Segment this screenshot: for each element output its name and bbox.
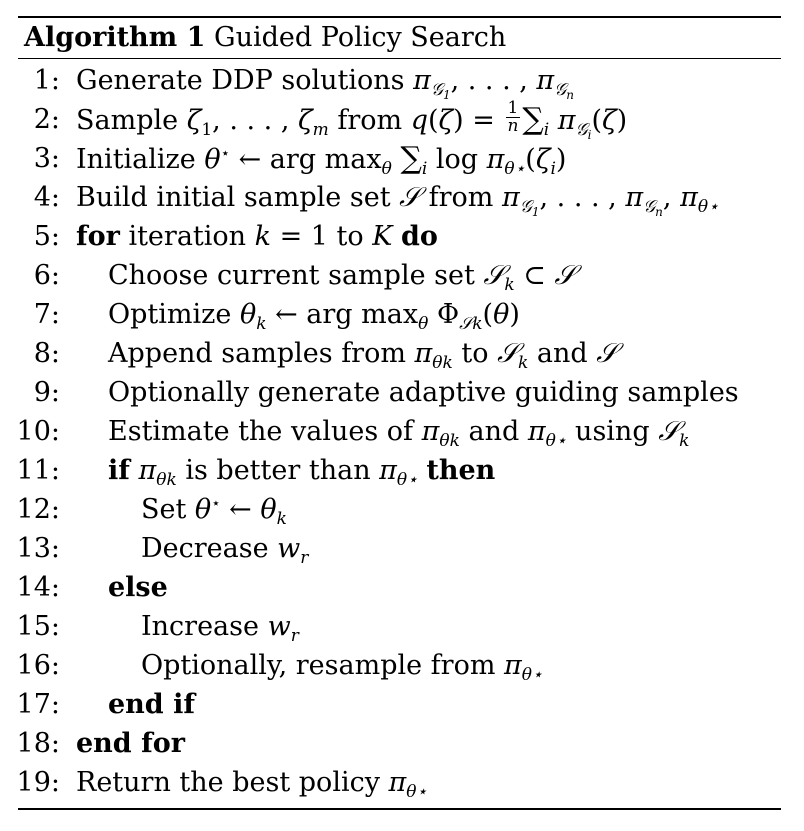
math-token: ζ	[297, 105, 313, 136]
algorithm-line	[0, 609, 804, 648]
math-token: k	[276, 509, 287, 529]
math-token: Φ	[428, 299, 460, 330]
math-token: k	[256, 314, 267, 334]
line-text	[108, 414, 689, 450]
math-token: π	[414, 338, 433, 369]
line-number: 7:	[33, 299, 60, 330]
math-token: $\frac{1}{n}$	[507, 98, 519, 136]
math-token: is better than	[176, 455, 380, 486]
math-token: ⋆	[220, 144, 230, 162]
caption-rule	[18, 58, 781, 59]
line-text	[76, 765, 427, 801]
line-number: 19:	[16, 767, 60, 798]
algorithm-line	[0, 765, 804, 804]
math-token: iteration	[119, 221, 255, 252]
line-text	[141, 648, 543, 684]
line-number: 1:	[33, 65, 60, 96]
math-token: π	[486, 144, 505, 175]
math-token: to	[452, 338, 498, 369]
line-text	[108, 336, 617, 372]
line-number: 11:	[16, 455, 60, 486]
math-token: end if	[108, 689, 195, 720]
math-token: (	[525, 144, 536, 175]
math-token: w	[277, 533, 301, 564]
line-number: 18:	[16, 728, 60, 759]
math-token: π	[413, 65, 431, 96]
math-token: and	[528, 338, 597, 369]
math-token: θ⋆	[504, 159, 526, 179]
algorithm-line	[0, 726, 804, 765]
line-text	[76, 98, 628, 142]
line-text	[141, 609, 299, 645]
math-token: from	[420, 182, 502, 213]
algorithm-line	[0, 648, 804, 687]
line-text	[141, 531, 308, 567]
math-token: π	[680, 182, 698, 213]
math-token: end for	[76, 728, 185, 759]
math-token: π	[557, 105, 576, 136]
math-token: Optimize	[108, 299, 240, 330]
math-token: ) =	[453, 105, 504, 136]
math-token: , . . . ,	[212, 105, 298, 136]
math-token: (	[482, 299, 494, 330]
math-token: i	[421, 159, 428, 179]
math-token: θ	[204, 144, 221, 175]
line-text	[108, 453, 495, 489]
algorithm-line	[0, 297, 804, 336]
math-token: Estimate the values of	[108, 416, 422, 447]
math-token: Decrease	[141, 533, 278, 564]
math-token: π	[388, 767, 407, 798]
math-token: ← arg max	[230, 144, 382, 175]
line-text	[141, 492, 287, 528]
math-token: ← arg max	[266, 299, 419, 330]
math-token: π	[527, 416, 546, 447]
algorithm-body	[0, 63, 804, 804]
math-token: θk	[439, 431, 460, 451]
math-token: θ	[493, 299, 510, 330]
math-token: θ⋆	[521, 665, 543, 685]
math-token: i	[550, 159, 556, 179]
math-token: Append samples from	[108, 338, 415, 369]
line-number: 10:	[16, 416, 60, 447]
math-token: 𝒢n	[643, 197, 663, 219]
math-token: θ	[239, 299, 257, 330]
bottom-rule	[18, 808, 781, 810]
math-token: Return the best policy	[76, 767, 389, 798]
math-token: (	[591, 105, 603, 136]
line-text	[76, 219, 438, 255]
math-token: Increase	[141, 611, 268, 642]
math-token: ∑	[400, 141, 422, 176]
line-number: 2:	[33, 104, 60, 135]
math-token: ,	[662, 182, 681, 213]
math-token: m	[312, 120, 329, 140]
math-token: θ	[381, 159, 392, 179]
algorithm-line	[0, 570, 804, 609]
math-token: ∑	[522, 102, 544, 137]
math-token: Initialize	[76, 144, 205, 175]
math-token: Choose current sample set	[108, 260, 484, 291]
line-number: 3:	[33, 143, 60, 174]
math-token: k	[679, 431, 690, 451]
line-text	[108, 297, 520, 333]
math-token: )	[555, 144, 567, 175]
line-number: 15:	[16, 611, 60, 642]
math-token: i	[543, 120, 550, 140]
line-text	[76, 180, 719, 219]
math-token: 𝒢1	[430, 80, 451, 102]
line-text	[108, 375, 739, 411]
math-token: log	[427, 144, 487, 175]
algorithm-label: Algorithm 1	[24, 22, 206, 53]
math-token: π	[421, 416, 440, 447]
math-token: 𝒢1	[519, 197, 540, 219]
math-token: 1	[201, 120, 213, 140]
math-token: r	[290, 626, 299, 646]
line-number: 12:	[16, 494, 60, 525]
math-token: )	[616, 105, 628, 136]
math-token: π	[536, 65, 555, 96]
line-number: 6:	[33, 260, 60, 291]
math-token: K	[372, 221, 393, 252]
line-text	[108, 687, 195, 723]
math-token: ←	[220, 494, 261, 525]
math-token: and	[459, 416, 528, 447]
algorithm-caption	[24, 20, 506, 56]
algorithm-line	[0, 453, 804, 492]
line-text	[76, 141, 566, 178]
math-token: from	[328, 105, 411, 136]
math-token: , . . . ,	[539, 182, 626, 213]
math-token: θ⋆	[545, 431, 567, 451]
math-token: Optionally, resample from	[141, 650, 505, 681]
math-token: 𝒮k	[459, 314, 483, 334]
math-token: )	[509, 299, 520, 330]
math-token: Generate DDP solutions	[76, 65, 414, 96]
algorithm-line	[0, 98, 804, 142]
math-token: θ⋆	[396, 470, 418, 490]
math-token: using	[566, 416, 659, 447]
math-token: 𝒮	[399, 182, 421, 213]
math-token: θ	[260, 494, 277, 525]
math-token: θ	[418, 314, 429, 334]
algorithm-line	[0, 414, 804, 453]
algorithm-line	[0, 492, 804, 531]
math-token: 𝒮	[596, 338, 618, 369]
math-token: then	[426, 455, 496, 486]
math-token: ζ	[438, 105, 454, 136]
math-token: 𝒢i	[575, 120, 592, 142]
math-token: π	[501, 182, 520, 213]
line-text	[76, 63, 574, 102]
line-number: 8:	[33, 338, 60, 369]
algorithm-title: Guided Policy Search	[214, 22, 507, 53]
algorithm-line	[0, 180, 804, 219]
math-token: ζ	[535, 144, 551, 175]
algorithm-line	[0, 258, 804, 297]
math-token: (	[427, 105, 439, 136]
line-number: 4:	[33, 182, 60, 213]
math-token: π	[379, 455, 397, 486]
math-token: 𝒮	[483, 260, 505, 291]
math-token: ⋆	[211, 494, 221, 512]
math-token: ζ	[186, 105, 202, 136]
line-number: 16:	[16, 650, 60, 681]
math-token: for	[76, 221, 120, 252]
math-token: 𝒮	[497, 338, 519, 369]
algorithm-line	[0, 141, 804, 180]
algorithm-line	[0, 687, 804, 726]
math-token: k	[504, 275, 515, 295]
math-token: θ⋆	[697, 197, 719, 217]
line-number: 17:	[16, 689, 60, 720]
algorithm-line	[0, 63, 804, 102]
math-token	[549, 105, 558, 136]
math-token: k	[518, 353, 529, 373]
math-token: π	[625, 182, 644, 213]
line-text	[76, 726, 185, 762]
math-token: w	[267, 611, 291, 642]
math-token: r	[300, 548, 309, 568]
math-token: Sample	[76, 105, 187, 136]
math-token: ⊂	[514, 260, 555, 291]
math-token: π	[504, 650, 522, 681]
line-text	[108, 258, 575, 294]
math-token: θ⋆	[406, 782, 428, 802]
top-rule	[18, 16, 781, 18]
math-token: ζ	[602, 105, 617, 136]
math-token: = 1 to	[271, 221, 373, 252]
math-token: k	[254, 221, 271, 252]
math-token: Set	[141, 494, 195, 525]
math-token: else	[108, 572, 168, 603]
line-number: 13:	[16, 533, 60, 564]
math-token: θk	[432, 353, 453, 373]
math-token: θ	[194, 494, 212, 525]
line-number: 9:	[33, 377, 60, 408]
math-token: π	[138, 455, 157, 486]
math-token: if	[108, 455, 130, 486]
algorithm-line	[0, 219, 804, 258]
math-token: θk	[156, 470, 177, 490]
line-text	[108, 570, 168, 606]
math-token	[392, 221, 401, 252]
math-token: 𝒢n	[554, 80, 574, 102]
algorithm-line	[0, 375, 804, 414]
math-token: do	[401, 221, 438, 252]
math-token: 𝒮	[658, 416, 680, 447]
line-number: 5:	[33, 221, 60, 252]
algorithm-line	[0, 531, 804, 570]
math-token: Optionally generate adaptive guiding samples	[108, 377, 739, 408]
math-token: Build initial sample set	[76, 182, 400, 213]
math-token: 𝒮	[554, 260, 576, 291]
algorithm-line	[0, 336, 804, 375]
math-token: q	[410, 105, 428, 136]
line-number: 14:	[16, 572, 60, 603]
math-token: , . . . ,	[450, 65, 537, 96]
